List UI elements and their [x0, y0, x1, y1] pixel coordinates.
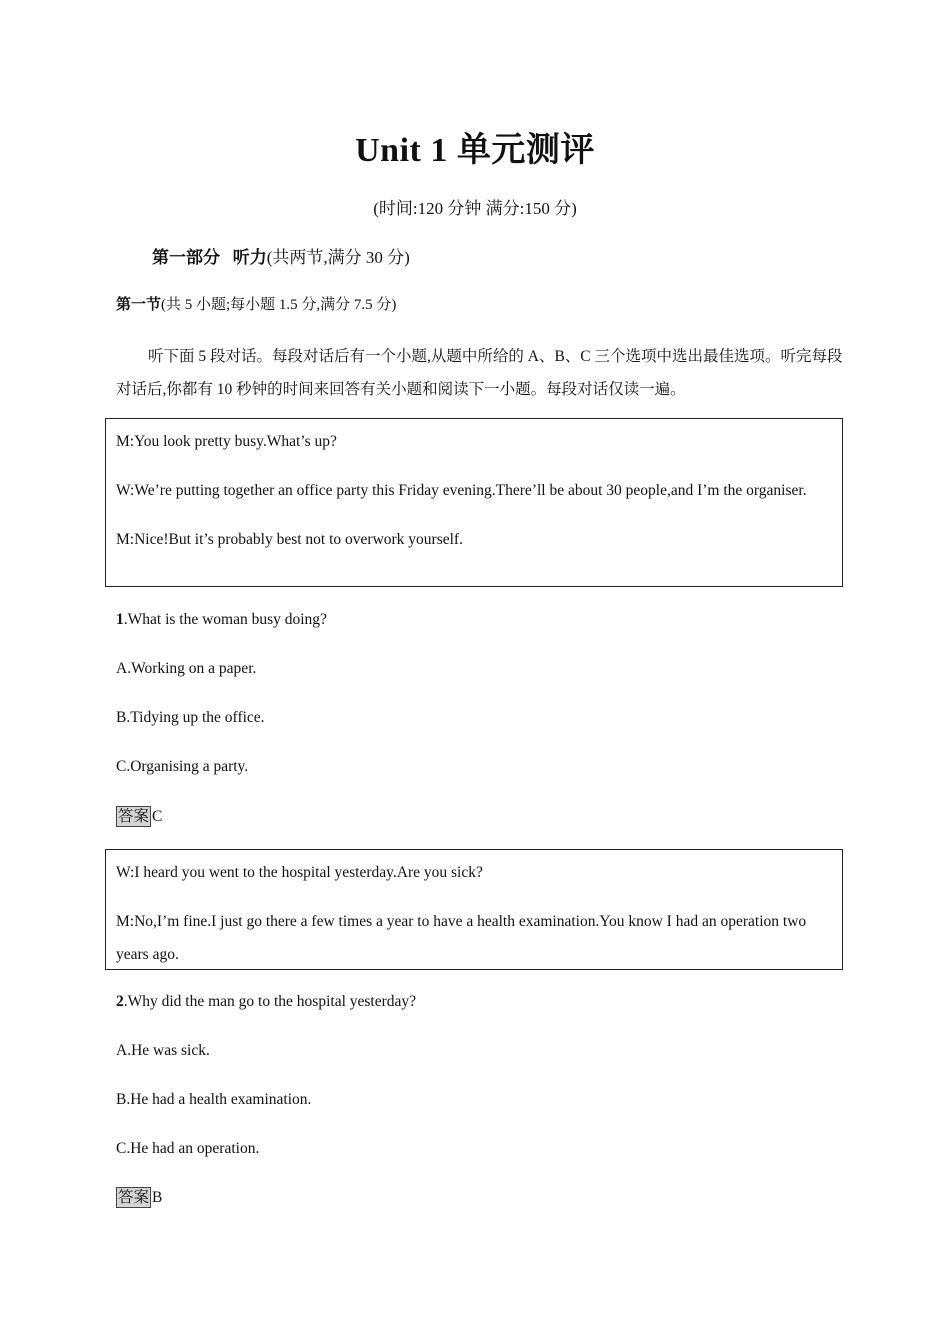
part-label: 第一部分	[152, 248, 220, 267]
option-b: B.He had a health examination.	[116, 1091, 312, 1108]
option-c: C.Organising a party.	[116, 758, 249, 775]
transcript-line: W:I heard you went to the hospital yesterday.Are you sick?	[116, 864, 483, 881]
part-detail: (共两节,满分 30 分)	[266, 248, 410, 267]
exam-info: (时间:120 分钟 满分:150 分)	[373, 199, 577, 218]
question-stem: 2.Why did the man go to the hospital yesterday?	[116, 993, 417, 1010]
question-number: 2	[116, 993, 124, 1010]
page-title: Unit 1 单元测评	[355, 132, 595, 169]
question-number: 1	[116, 611, 124, 628]
section-detail: (共 5 小题;每小题 1.5 分,满分 7.5 分)	[161, 297, 397, 313]
option-c: C.He had an operation.	[116, 1140, 260, 1157]
part-name: 听力	[232, 248, 267, 267]
answer-line	[116, 1187, 162, 1208]
transcript-box	[105, 418, 843, 587]
part-heading	[152, 243, 410, 268]
transcript-box	[105, 849, 843, 970]
option-a: A.Working on a paper.	[116, 660, 257, 677]
option-b: B.Tidying up the office.	[116, 709, 265, 726]
answer-value: C	[152, 808, 163, 825]
answer-line	[116, 806, 162, 827]
transcript-line: M:No,I’m fine.I just go there a few times a year to have a health examination.You know I had an operation two years ago.	[116, 913, 807, 963]
transcript-line: W:We’re putting together an office party this Friday evening.There’ll be about 30 people,and I’m the organiser.	[116, 482, 807, 499]
transcript-line: M:You look pretty busy.What’s up?	[116, 433, 337, 450]
answer-label: 答案	[118, 807, 150, 825]
transcript-line: M:Nice!But it’s probably best not to overwork yourself.	[116, 531, 463, 548]
option-a: A.He was sick.	[116, 1042, 210, 1059]
answer-label: 答案	[118, 1188, 150, 1206]
instructions: 听下面 5 段对话。每段对话后有一个小题,从题中所给的 A、B、C 三个选项中选出最佳选项。听完每段对话后,你都有 10 秒钟的时间来回答有关小题和阅读下一小题。每段对话仅读一遍。	[116, 348, 843, 398]
question-stem: 1.What is the woman busy doing?	[116, 611, 327, 628]
section-label: 第一节	[116, 297, 162, 313]
section-heading	[116, 293, 396, 314]
answer-value: B	[152, 1189, 163, 1206]
